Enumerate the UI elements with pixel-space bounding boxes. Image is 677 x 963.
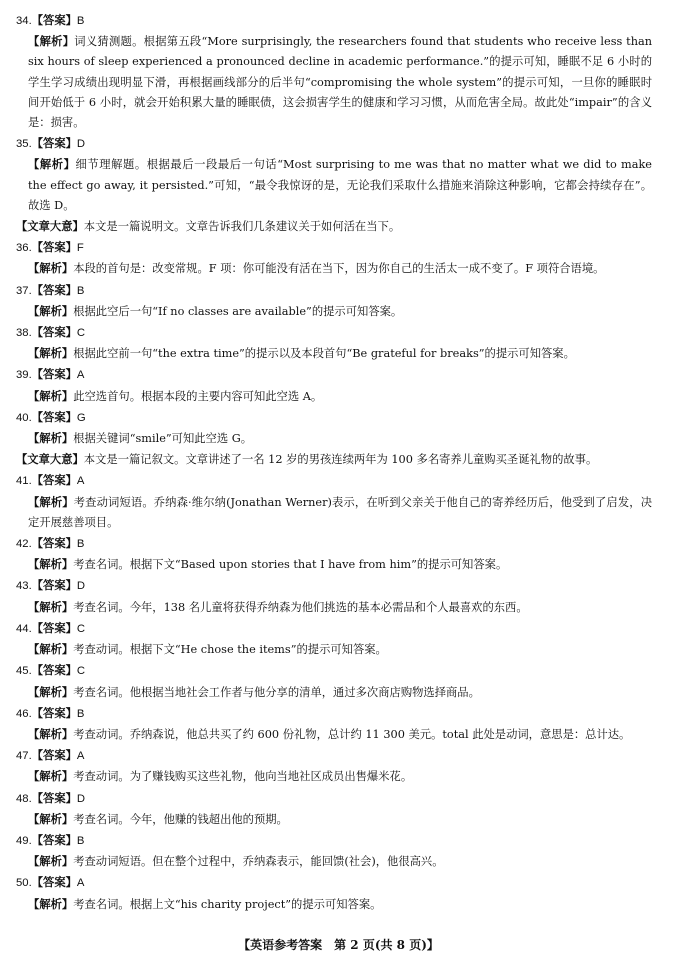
- explanation-text: 词义猜测题。根据第五段“More surprisingly, the researchers found that students who receive less than six hours of sleep experienced a pronounced decline in academic performance.”的提示可知，睡眠不足 6 小时的学生学习成绩出现明显下滑，再根据画线部分的后半句“compromising the whole system”的提示可知，一旦你的睡眠时间开始低于 6 小时，就会开始积累大量的睡眠债，这会损害学生的健康和学习习惯，从而危害全局。故此处“impair”的含义是：损害。: [28, 35, 652, 130]
- answer-letter: A: [76, 475, 85, 488]
- explanation-text: 考查动词。乔纳森说，他总共买了约 600 份礼物，总计约 11 300 美元。total 此处是动词，意思是：总计达。: [73, 727, 631, 741]
- answer-tag: 【答案】: [31, 367, 77, 382]
- explanation-tag: 【解析】: [28, 346, 74, 361]
- summary-tag: 【文章大意】: [16, 219, 84, 234]
- answer-item: [16, 322, 652, 364]
- question-number: 41.: [16, 475, 32, 488]
- explanation-text: 本段的首句是：改变常规。F 项：你可能没有活在当下，因为你自己的生活太一成不变了。F 项符合语境。: [73, 262, 605, 276]
- explanation-text: 考查名词。他根据当地社会工作者与他分享的清单，通过多次商店购物选择商品。: [73, 685, 480, 699]
- explanation: [16, 597, 652, 618]
- summary-text: 本文是一篇说明文。文章告诉我们几条建议关于如何活在当下。: [83, 220, 401, 234]
- explanation: [16, 724, 652, 745]
- answer-letter: B: [76, 707, 85, 720]
- question-number: 49.: [16, 834, 32, 847]
- answer-tag: 【答案】: [31, 748, 77, 763]
- answer-item: [16, 133, 652, 216]
- answer-line: [16, 407, 652, 428]
- answer-tag: 【答案】: [31, 409, 77, 424]
- explanation-tag: 【解析】: [28, 431, 74, 446]
- explanation-tag: 【解析】: [28, 303, 74, 318]
- explanation-tag: 【解析】: [28, 684, 74, 699]
- question-number: 43.: [16, 580, 32, 593]
- explanation-text: 根据此空前一句“the extra time”的提示以及本段首句“Be grateful for breaks”的提示可知答案。: [73, 347, 575, 361]
- answer-tag: 【答案】: [31, 536, 77, 551]
- explanation-text: 考查动词。为了赚钱购买这些礼物，他向当地社区成员出售爆米花。: [73, 770, 413, 784]
- explanation-tag: 【解析】: [28, 642, 74, 657]
- answer-letter: C: [76, 622, 86, 635]
- answer-line: [16, 237, 652, 258]
- answer-tag: 【答案】: [31, 240, 77, 255]
- answer-letter: A: [76, 877, 85, 890]
- explanation: [16, 809, 652, 830]
- explanation-text: 考查动词短语。但在整个过程中，乔纳森表示，能回馈(社会)，他很高兴。: [73, 855, 444, 869]
- explanation-text: 根据此空后一句“If no classes are available”的提示可知答案。: [73, 304, 403, 318]
- answer-item: [16, 10, 652, 133]
- answer-letter: A: [76, 750, 85, 763]
- explanation-tag: 【解析】: [28, 261, 74, 276]
- question-number: 48.: [16, 792, 32, 805]
- explanation-text: 根据关键词“smile”可知此空选 G。: [73, 432, 253, 446]
- explanation-text: 考查动词。根据下文“He chose the items”的提示可知答案。: [73, 643, 387, 657]
- summary-tag: 【文章大意】: [16, 452, 84, 467]
- explanation: [16, 766, 652, 787]
- explanation: [16, 258, 652, 279]
- explanation: [16, 154, 652, 216]
- answer-item: [16, 407, 652, 449]
- explanation-text: 考查名词。根据上文“his charity project”的提示可知答案。: [73, 897, 382, 911]
- question-number: 36.: [16, 242, 32, 255]
- answer-tag: 【答案】: [31, 136, 77, 151]
- summary-text: 本文是一篇记叙文。文章讲述了一名 12 岁的男孩连续两年为 100 多名寄养儿童购买圣诞礼物的故事。: [83, 453, 598, 467]
- question-number: 40.: [16, 411, 32, 424]
- question-number: 39.: [16, 369, 32, 382]
- answer-tag: 【答案】: [31, 13, 77, 27]
- answer-line: [16, 364, 652, 385]
- question-number: 44.: [16, 622, 32, 635]
- explanation-tag: 【解析】: [28, 34, 75, 49]
- explanation-tag: 【解析】: [28, 726, 74, 741]
- answer-line: [16, 575, 652, 596]
- question-number: 34.: [16, 15, 32, 27]
- explanation: [16, 554, 652, 575]
- explanation-text: 此空选首句。根据本段的主要内容可知此空选 A。: [73, 389, 323, 403]
- answer-item: [16, 703, 652, 745]
- answer-letter: D: [76, 138, 86, 151]
- explanation-tag: 【解析】: [28, 388, 74, 403]
- answer-tag: 【答案】: [31, 282, 77, 297]
- answer-letter: D: [76, 580, 86, 593]
- summary-paragraph: [16, 449, 652, 470]
- explanation-tag: 【解析】: [28, 811, 74, 826]
- answer-item: [16, 364, 652, 406]
- answer-line: [16, 10, 652, 31]
- answer-line: [16, 533, 652, 554]
- answer-letter: B: [76, 834, 85, 847]
- answer-tag: 【答案】: [31, 663, 77, 678]
- question-number: 38.: [16, 327, 32, 340]
- answer-letter: B: [76, 538, 85, 551]
- answer-item: [16, 872, 652, 914]
- answer-line: [16, 280, 652, 301]
- answer-item: [16, 237, 652, 279]
- answer-tag: 【答案】: [31, 578, 77, 593]
- explanation-tag: 【解析】: [28, 599, 74, 614]
- answer-letter: B: [76, 284, 85, 297]
- answer-tag: 【答案】: [31, 832, 77, 847]
- explanation: [16, 639, 652, 660]
- answer-item: [16, 830, 652, 872]
- page-footer: 【英语参考答案 第 2 页(共 8 页)】: [238, 938, 439, 952]
- explanation: [16, 31, 652, 133]
- answer-letter: C: [76, 327, 86, 340]
- explanation-text: 考查名词。今年，138 名儿童将获得乔纳森为他们挑选的基本必需品和个人最喜欢的东西。: [73, 600, 528, 614]
- explanation: [16, 894, 652, 915]
- summary-paragraph: [16, 216, 652, 237]
- answer-line: [16, 133, 652, 154]
- answer-line: [16, 470, 652, 491]
- explanation-tag: 【解析】: [28, 157, 76, 172]
- answer-line: [16, 703, 652, 724]
- explanation-tag: 【解析】: [28, 557, 74, 572]
- explanation-tag: 【解析】: [28, 769, 74, 784]
- answer-item: [16, 745, 652, 787]
- explanation-tag: 【解析】: [28, 854, 74, 869]
- answer-tag: 【答案】: [31, 875, 77, 890]
- answer-item: [16, 533, 652, 575]
- answer-line: [16, 872, 652, 893]
- answer-line: [16, 788, 652, 809]
- explanation: [16, 682, 652, 703]
- answer-item: [16, 660, 652, 702]
- answer-tag: 【答案】: [31, 705, 77, 720]
- explanation-tag: 【解析】: [28, 494, 74, 509]
- answer-tag: 【答案】: [31, 473, 77, 488]
- answer-letter: F: [76, 242, 84, 255]
- answer-letter: G: [76, 411, 86, 424]
- answer-tag: 【答案】: [31, 325, 77, 340]
- answer-item: [16, 618, 652, 660]
- explanation-text: 考查名词。今年，他赚的钱超出他的预期。: [73, 812, 288, 826]
- article-summary: [16, 216, 652, 237]
- explanation: [16, 492, 652, 533]
- answer-letter: D: [76, 792, 86, 805]
- explanation: [16, 301, 652, 322]
- question-number: 35.: [16, 138, 32, 151]
- answer-line: [16, 618, 652, 639]
- question-number: 46.: [16, 707, 32, 720]
- answer-item: [16, 280, 652, 322]
- answer-tag: 【答案】: [31, 790, 77, 805]
- question-number: 50.: [16, 877, 32, 890]
- answer-line: [16, 745, 652, 766]
- question-number: 45.: [16, 665, 32, 678]
- explanation-text: 考查动词短语。乔纳森·维尔纳(Jonathan Werner)表示，在听到父亲关于他自己的寄养经历后，他受到了启发，决定开展慈善项目。: [28, 495, 652, 529]
- question-number: 37.: [16, 284, 32, 297]
- question-number: 42.: [16, 538, 32, 551]
- answer-line: [16, 322, 652, 343]
- explanation-text: 细节理解题。根据最后一段最后一句话“Most surprising to me was that no matter what we did to make the effect go away, it persisted.”可知，“最令我惊讶的是，无论我们采取什么措施来消除这种影响，它都会持续存在”。故选 D。: [28, 158, 652, 212]
- question-number: 47.: [16, 750, 32, 763]
- answer-line: [16, 660, 652, 681]
- explanation: [16, 343, 652, 364]
- answer-line: [16, 830, 652, 851]
- article-summary: [16, 449, 652, 470]
- answer-tag: 【答案】: [31, 620, 77, 635]
- answer-item: [16, 470, 652, 533]
- explanation: [16, 428, 652, 449]
- answer-letter: C: [76, 665, 86, 678]
- answer-item: [16, 575, 652, 617]
- answer-letter: B: [76, 15, 85, 27]
- explanation-text: 考查名词。根据下文“Based upon stories that I have from him”的提示可知答案。: [73, 558, 508, 572]
- answer-key-body: [16, 10, 652, 915]
- answer-item: [16, 788, 652, 830]
- answer-letter: A: [76, 369, 85, 382]
- explanation-tag: 【解析】: [28, 896, 74, 911]
- explanation: [16, 386, 652, 407]
- explanation: [16, 851, 652, 872]
